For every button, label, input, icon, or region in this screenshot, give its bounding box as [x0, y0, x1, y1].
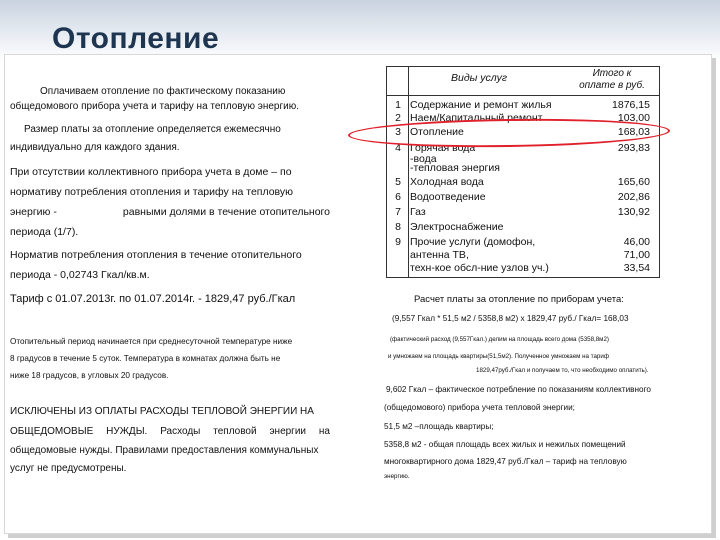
paragraph-size-line-1: Размер платы за отопление определяется ежемесячно — [24, 124, 281, 135]
row-service-name: Горячая вода — [410, 142, 476, 154]
paragraph-no-meter-line-3 — [10, 206, 330, 219]
header-total-line-1: Итого к — [592, 68, 632, 79]
explain-line-1: 9,602 Гкал – фактическое потребление по показаниям коллективного — [386, 385, 651, 394]
excluded-line-3: общедомовые нужды. Правилами предоставления коммунальных — [10, 445, 319, 456]
row-value-heating: 168,03 — [617, 126, 650, 138]
calc-title: Расчет платы за отопление по приборам учета: — [414, 294, 624, 305]
paragraph-norm-line-2: периода - 0,02743 Гкал/кв.м. — [10, 269, 150, 281]
table-divider-number — [408, 66, 409, 278]
paragraph-no-meter-line-2: нормативу потребления отопления и тарифу на тепловую — [10, 186, 294, 198]
calc-note-line-3: 1829,47руб./Гкал и получаем то, что необходимо оплатить). — [476, 367, 649, 374]
heating-period-line-2: 8 градусов в течение 5 суток. Температура в комнатах должна быть не — [10, 354, 281, 363]
table-header-divider — [386, 95, 660, 96]
excluded-line-2 — [10, 425, 330, 438]
row-value: 103,00 — [617, 112, 650, 124]
excluded-word: НУЖДЫ. — [106, 426, 148, 437]
row-value: 46,00 — [623, 236, 650, 248]
row-service-name: Наем/Капитальный ремонт — [410, 112, 543, 124]
calc-formula: (9,557 Гкал * 51,5 м2 / 5358,8 м2) х 1829,47 руб./ Гкал= 168,03 — [392, 314, 629, 323]
row-value: 1876,15 — [612, 99, 650, 111]
row-value: 293,83 — [617, 142, 650, 154]
row-number: 8 — [395, 221, 401, 233]
header-service-types: Виды услуг — [450, 72, 508, 84]
table-border-right — [659, 66, 660, 278]
header-total — [566, 68, 658, 92]
row-service-name: Холодная вода — [410, 176, 484, 188]
row-service-name: Содержание и ремонт жилья — [410, 99, 552, 111]
row-service-name: Водоотведение — [410, 191, 486, 203]
row-value: 202,86 — [617, 191, 650, 203]
row-number: 2 — [395, 112, 401, 124]
row-number: 9 — [395, 236, 401, 248]
services-table — [386, 66, 660, 278]
row-number: 5 — [395, 176, 401, 188]
explain-line-2: (общедомового) прибора учета тепловой энергии; — [384, 403, 575, 412]
row-number: 3 — [395, 126, 401, 138]
row-value-cont: 71,00 — [623, 249, 650, 261]
table-border-left — [386, 66, 387, 278]
word-energy: энергию - — [10, 206, 57, 218]
table-border-top — [386, 66, 660, 67]
excluded-line-1: ИСКЛЮЧЕНЫ ИЗ ОПЛАТЫ РАСХОДЫ ТЕПЛОВОЙ ЭНЕРГИИ НА — [10, 406, 314, 417]
phrase-equal-shares: равными долями в течение отопительного — [122, 206, 330, 218]
sub-note-water: -вода — [410, 153, 437, 165]
row-service-name-cont: антенна ТВ, — [410, 249, 469, 261]
page-title: Отопление — [52, 22, 220, 55]
excluded-word: на — [318, 426, 330, 437]
calc-note-line-1: (фактический расход (9,557Гкал.) делим на площадь всего дома (5358,8м2) — [390, 336, 609, 343]
row-number: 7 — [395, 206, 401, 218]
explain-line-3: 51,5 м2 –площадь квартиры; — [384, 422, 494, 431]
row-service-name: Электроснабжение — [410, 221, 504, 233]
explain-line-4: 5358,8 м2 - общая площадь всех жилых и нежилых помещений — [384, 440, 626, 449]
sub-note-heat-energy: -тепловая энергия — [410, 162, 500, 174]
table-border-bottom — [386, 277, 660, 278]
explain-line-5: многоквартирного дома 1829,47 руб./Гкал – тариф на тепловую — [384, 457, 627, 466]
paragraph-payment-line-1: Оплачиваем отопление по фактическому показанию — [40, 86, 286, 97]
row-service-name-cont: техн-кое обсл-ние узлов уч.) — [410, 262, 549, 274]
calc-note-line-2: и умножаем на площадь квартиры(51,5м2). Полученное умножаем на тариф — [388, 353, 609, 360]
heating-period-line-1: Отопительный период начинается при среднесуточной температуре ниже — [10, 337, 293, 346]
paragraph-no-meter-line-4: периода (1/7). — [10, 226, 79, 238]
heating-period-line-3: ниже 18 градусов, в угловых 20 градусов. — [10, 371, 169, 380]
row-value-cont: 33,54 — [623, 262, 650, 274]
excluded-word: энергии — [269, 426, 307, 437]
row-service-name: Прочие услуги (домофон, — [410, 236, 536, 248]
row-service-name: Газ — [410, 206, 426, 218]
excluded-line-4: услуг не предусмотрены. — [10, 463, 127, 474]
paragraph-no-meter-line-1: При отсутствии коллективного прибора учета в доме – по — [10, 166, 292, 178]
excluded-word: ОБЩЕДОМОВЫЕ — [10, 426, 94, 437]
row-number: 4 — [395, 142, 401, 154]
row-number: 1 — [395, 99, 401, 111]
header-total-line-2: оплате в руб. — [579, 80, 645, 91]
excluded-word: Расходы — [160, 426, 201, 437]
paragraph-size-line-2: индивидуально для каждого здания. — [10, 142, 180, 153]
row-value: 165,60 — [617, 176, 650, 188]
explain-line-6: энергию. — [384, 473, 410, 480]
excluded-word: тепловой — [213, 426, 257, 437]
row-service-name-heating: Отопление — [410, 126, 464, 138]
row-value: 130,92 — [617, 206, 650, 218]
paragraph-norm-line-1: Норматив потребления отопления в течение отопительного — [10, 249, 302, 261]
tariff-line: Тариф с 01.07.2013г. по 01.07.2014г. - 1829,47 руб./Гкал — [10, 293, 296, 305]
paragraph-payment-line-2: общедомового прибора учета и тарифу на тепловую энергию. — [10, 101, 299, 112]
row-number: 6 — [395, 191, 401, 203]
